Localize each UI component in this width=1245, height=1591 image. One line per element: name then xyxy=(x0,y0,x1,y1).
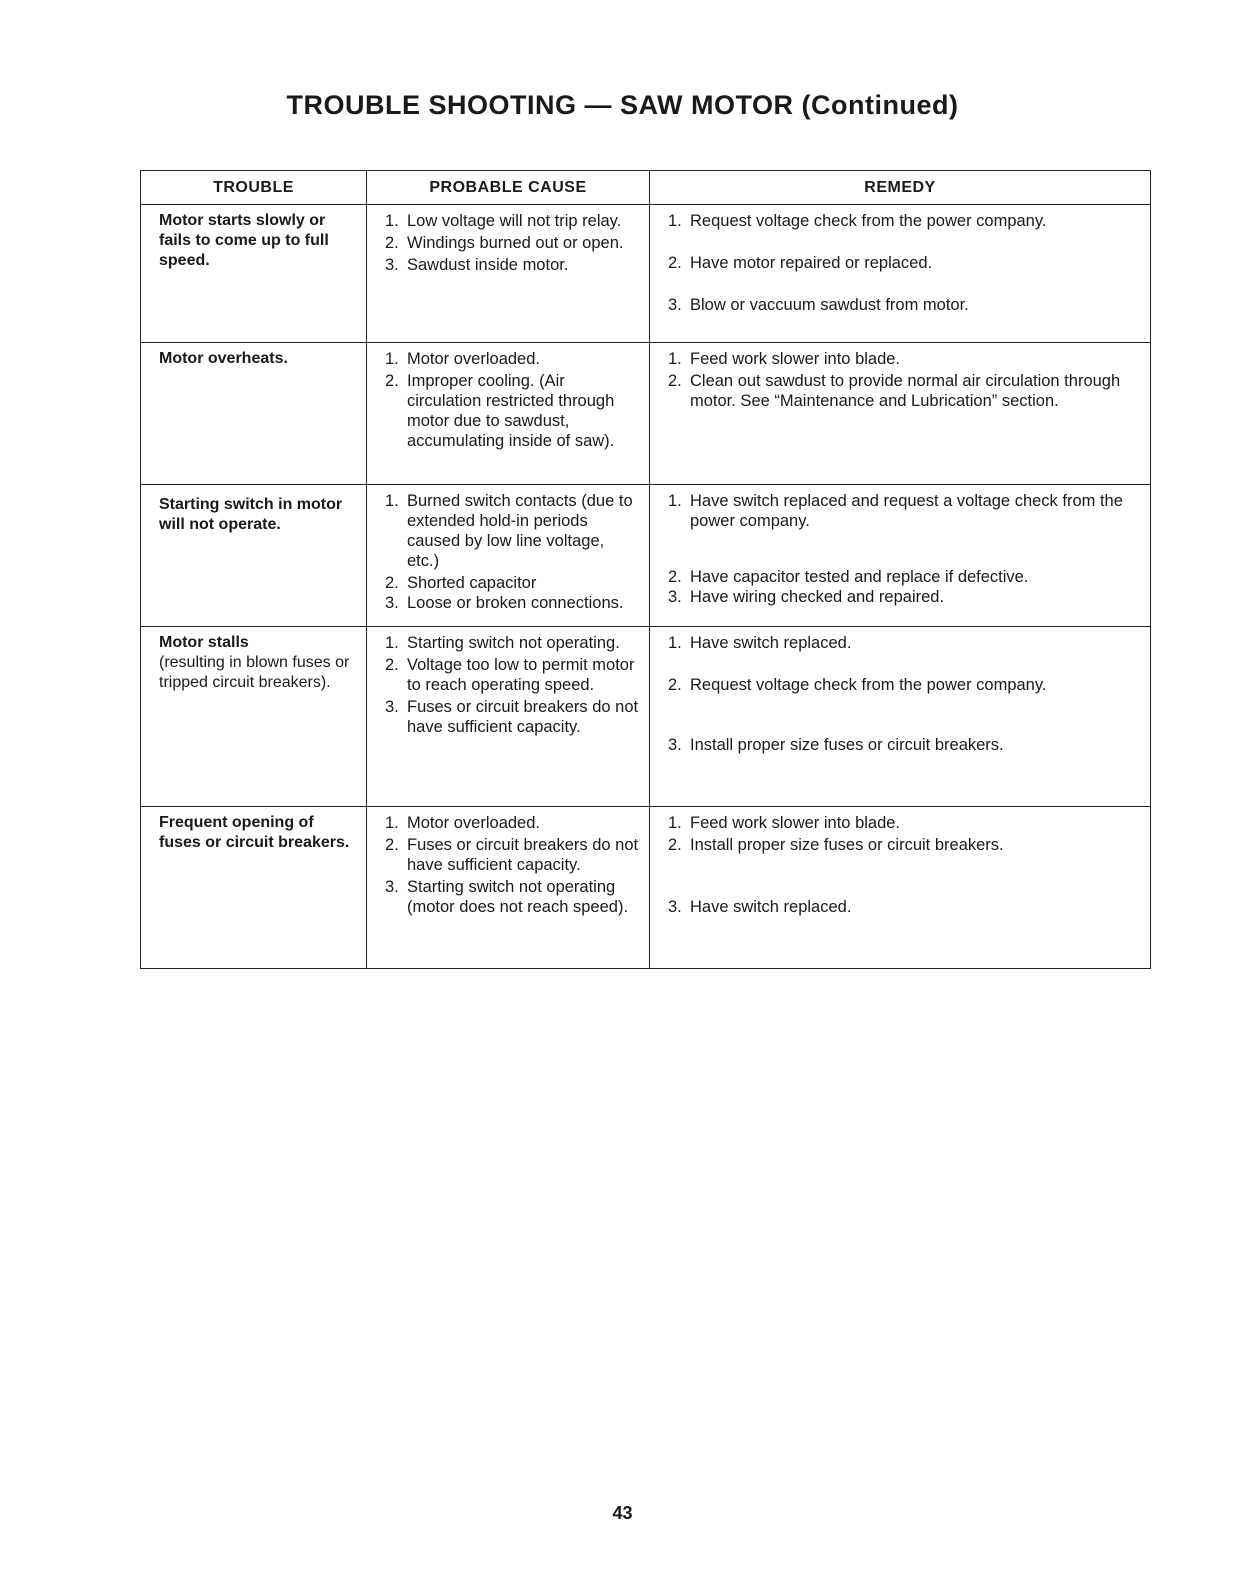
list-item xyxy=(668,567,1140,587)
item-number: 3. xyxy=(668,898,682,916)
table-row xyxy=(141,807,1151,969)
list-item xyxy=(668,295,1140,315)
list-item xyxy=(385,349,639,369)
item-text: Clean out sawdust to provide normal air circulation through motor. See “Maintenance and Lubrication” section. xyxy=(690,372,1121,410)
item-text: Windings burned out or open. xyxy=(407,234,624,252)
list-item xyxy=(385,371,639,451)
item-number: 2. xyxy=(668,254,682,272)
item-number: 2. xyxy=(668,836,682,854)
list-item xyxy=(385,255,639,275)
list-item xyxy=(385,593,639,613)
page-number: 43 xyxy=(612,1503,633,1523)
item-text: Starting switch not operating (motor does not reach speed). xyxy=(407,878,629,916)
remedy-list xyxy=(668,813,1140,917)
item-text: Have capacitor tested and replace if defective. xyxy=(690,568,1029,586)
list-item xyxy=(668,587,1140,607)
item-text: Have switch replaced and request a voltage check from the power company. xyxy=(690,492,1123,530)
list-item xyxy=(385,877,639,917)
item-number: 2. xyxy=(385,656,399,674)
item-number: 2. xyxy=(385,234,399,252)
item-text: Shorted capacitor xyxy=(407,574,537,592)
item-text: Have switch replaced. xyxy=(690,898,852,916)
item-number: 1. xyxy=(668,814,682,832)
item-text: Have wiring checked and repaired. xyxy=(690,588,945,606)
header-remedy: REMEDY xyxy=(650,171,1151,205)
remedy-cell xyxy=(650,485,1151,627)
item-text: Blow or vaccuum sawdust from motor. xyxy=(690,296,969,314)
item-text: Motor overloaded. xyxy=(407,350,540,368)
item-number: 1. xyxy=(385,350,399,368)
cause-list xyxy=(385,633,639,737)
trouble-title: Motor overheats. xyxy=(159,350,288,367)
list-item xyxy=(668,633,1140,653)
table-row xyxy=(141,627,1151,807)
cause-cell xyxy=(367,627,650,807)
list-item xyxy=(385,835,639,875)
item-text: Install proper size fuses or circuit breakers. xyxy=(690,836,1004,854)
list-item xyxy=(668,211,1140,231)
list-item xyxy=(668,735,1140,755)
list-item xyxy=(385,655,639,695)
trouble-title: Frequent opening of fuses or circuit breakers. xyxy=(159,814,350,851)
remedy-list xyxy=(668,633,1140,755)
list-item xyxy=(668,675,1140,695)
table-row xyxy=(141,485,1151,627)
troubleshooting-table xyxy=(140,170,1151,969)
remedy-cell xyxy=(650,627,1151,807)
table-header-row xyxy=(141,171,1151,205)
remedy-cell xyxy=(650,343,1151,485)
header-trouble: TROUBLE xyxy=(141,171,367,205)
list-item xyxy=(668,491,1140,531)
item-text: Request voltage check from the power company. xyxy=(690,676,1047,694)
cause-list xyxy=(385,813,639,917)
remedy-list xyxy=(668,491,1140,607)
trouble-detail: (resulting in blown fuses or tripped circuit breakers). xyxy=(159,654,350,691)
item-text: Request voltage check from the power company. xyxy=(690,212,1047,230)
list-item xyxy=(385,697,639,737)
trouble-title: Motor starts slowly or fails to come up to full speed. xyxy=(159,212,329,269)
cause-list xyxy=(385,491,639,613)
list-item xyxy=(668,897,1140,917)
list-item xyxy=(668,349,1140,369)
item-number: 2. xyxy=(668,372,682,390)
item-text: Low voltage will not trip relay. xyxy=(407,212,622,230)
item-text: Feed work slower into blade. xyxy=(690,814,901,832)
trouble-title: Motor stalls xyxy=(159,634,249,651)
header-probable-cause: PROBABLE CAUSE xyxy=(367,171,650,205)
item-number: 1. xyxy=(668,492,682,510)
remedy-cell xyxy=(650,807,1151,969)
list-item xyxy=(385,211,639,231)
item-number: 2. xyxy=(385,372,399,390)
remedy-list xyxy=(668,211,1140,315)
list-item xyxy=(385,233,639,253)
list-item xyxy=(385,573,639,593)
item-text: Voltage too low to permit motor to reach operating speed. xyxy=(407,656,635,694)
item-number: 1. xyxy=(668,350,682,368)
item-text: Install proper size fuses or circuit breakers. xyxy=(690,736,1004,754)
list-item xyxy=(385,813,639,833)
item-number: 3. xyxy=(668,736,682,754)
list-item xyxy=(668,253,1140,273)
cause-cell xyxy=(367,485,650,627)
item-number: 3. xyxy=(668,588,682,606)
remedy-cell xyxy=(650,205,1151,343)
list-item xyxy=(668,835,1140,855)
item-text: Improper cooling. (Air circulation restricted through motor due to sawdust, accumulating inside of saw). xyxy=(407,372,615,450)
trouble-cell xyxy=(141,807,367,969)
cause-cell xyxy=(367,205,650,343)
list-item xyxy=(385,491,639,571)
item-number: 3. xyxy=(385,256,399,274)
item-text: Have motor repaired or replaced. xyxy=(690,254,933,272)
list-item xyxy=(385,633,639,653)
trouble-cell xyxy=(141,343,367,485)
item-number: 1. xyxy=(385,492,399,510)
cause-cell xyxy=(367,807,650,969)
item-number: 2. xyxy=(668,676,682,694)
trouble-cell xyxy=(141,627,367,807)
item-number: 1. xyxy=(668,634,682,652)
table-row xyxy=(141,343,1151,485)
list-item xyxy=(668,813,1140,833)
item-number: 3. xyxy=(385,878,399,896)
cause-list xyxy=(385,349,639,451)
item-text: Fuses or circuit breakers do not have sufficient capacity. xyxy=(407,836,639,874)
trouble-cell xyxy=(141,485,367,627)
trouble-cell xyxy=(141,205,367,343)
item-text: Burned switch contacts (due to extended hold-in periods caused by low line voltage, etc.) xyxy=(407,492,633,570)
cause-cell xyxy=(367,343,650,485)
item-text: Loose or broken connections. xyxy=(407,594,624,612)
item-number: 3. xyxy=(385,698,399,716)
item-number: 2. xyxy=(668,568,682,586)
cause-list xyxy=(385,211,639,275)
trouble-title: Starting switch in motor will not operate. xyxy=(159,496,343,533)
item-text: Have switch replaced. xyxy=(690,634,852,652)
item-text: Sawdust inside motor. xyxy=(407,256,569,274)
page-title: TROUBLE SHOOTING — SAW MOTOR (Continued) xyxy=(286,90,959,120)
item-number: 2. xyxy=(385,836,399,854)
item-text: Fuses or circuit breakers do not have sufficient capacity. xyxy=(407,698,639,736)
item-number: 2. xyxy=(385,574,399,592)
item-number: 3. xyxy=(668,296,682,314)
item-number: 3. xyxy=(385,594,399,612)
item-text: Starting switch not operating. xyxy=(407,634,620,652)
item-text: Feed work slower into blade. xyxy=(690,350,901,368)
item-number: 1. xyxy=(385,634,399,652)
item-number: 1. xyxy=(668,212,682,230)
remedy-list xyxy=(668,349,1140,411)
item-number: 1. xyxy=(385,814,399,832)
list-item xyxy=(668,371,1140,411)
item-number: 1. xyxy=(385,212,399,230)
item-text: Motor overloaded. xyxy=(407,814,540,832)
table-row xyxy=(141,205,1151,343)
